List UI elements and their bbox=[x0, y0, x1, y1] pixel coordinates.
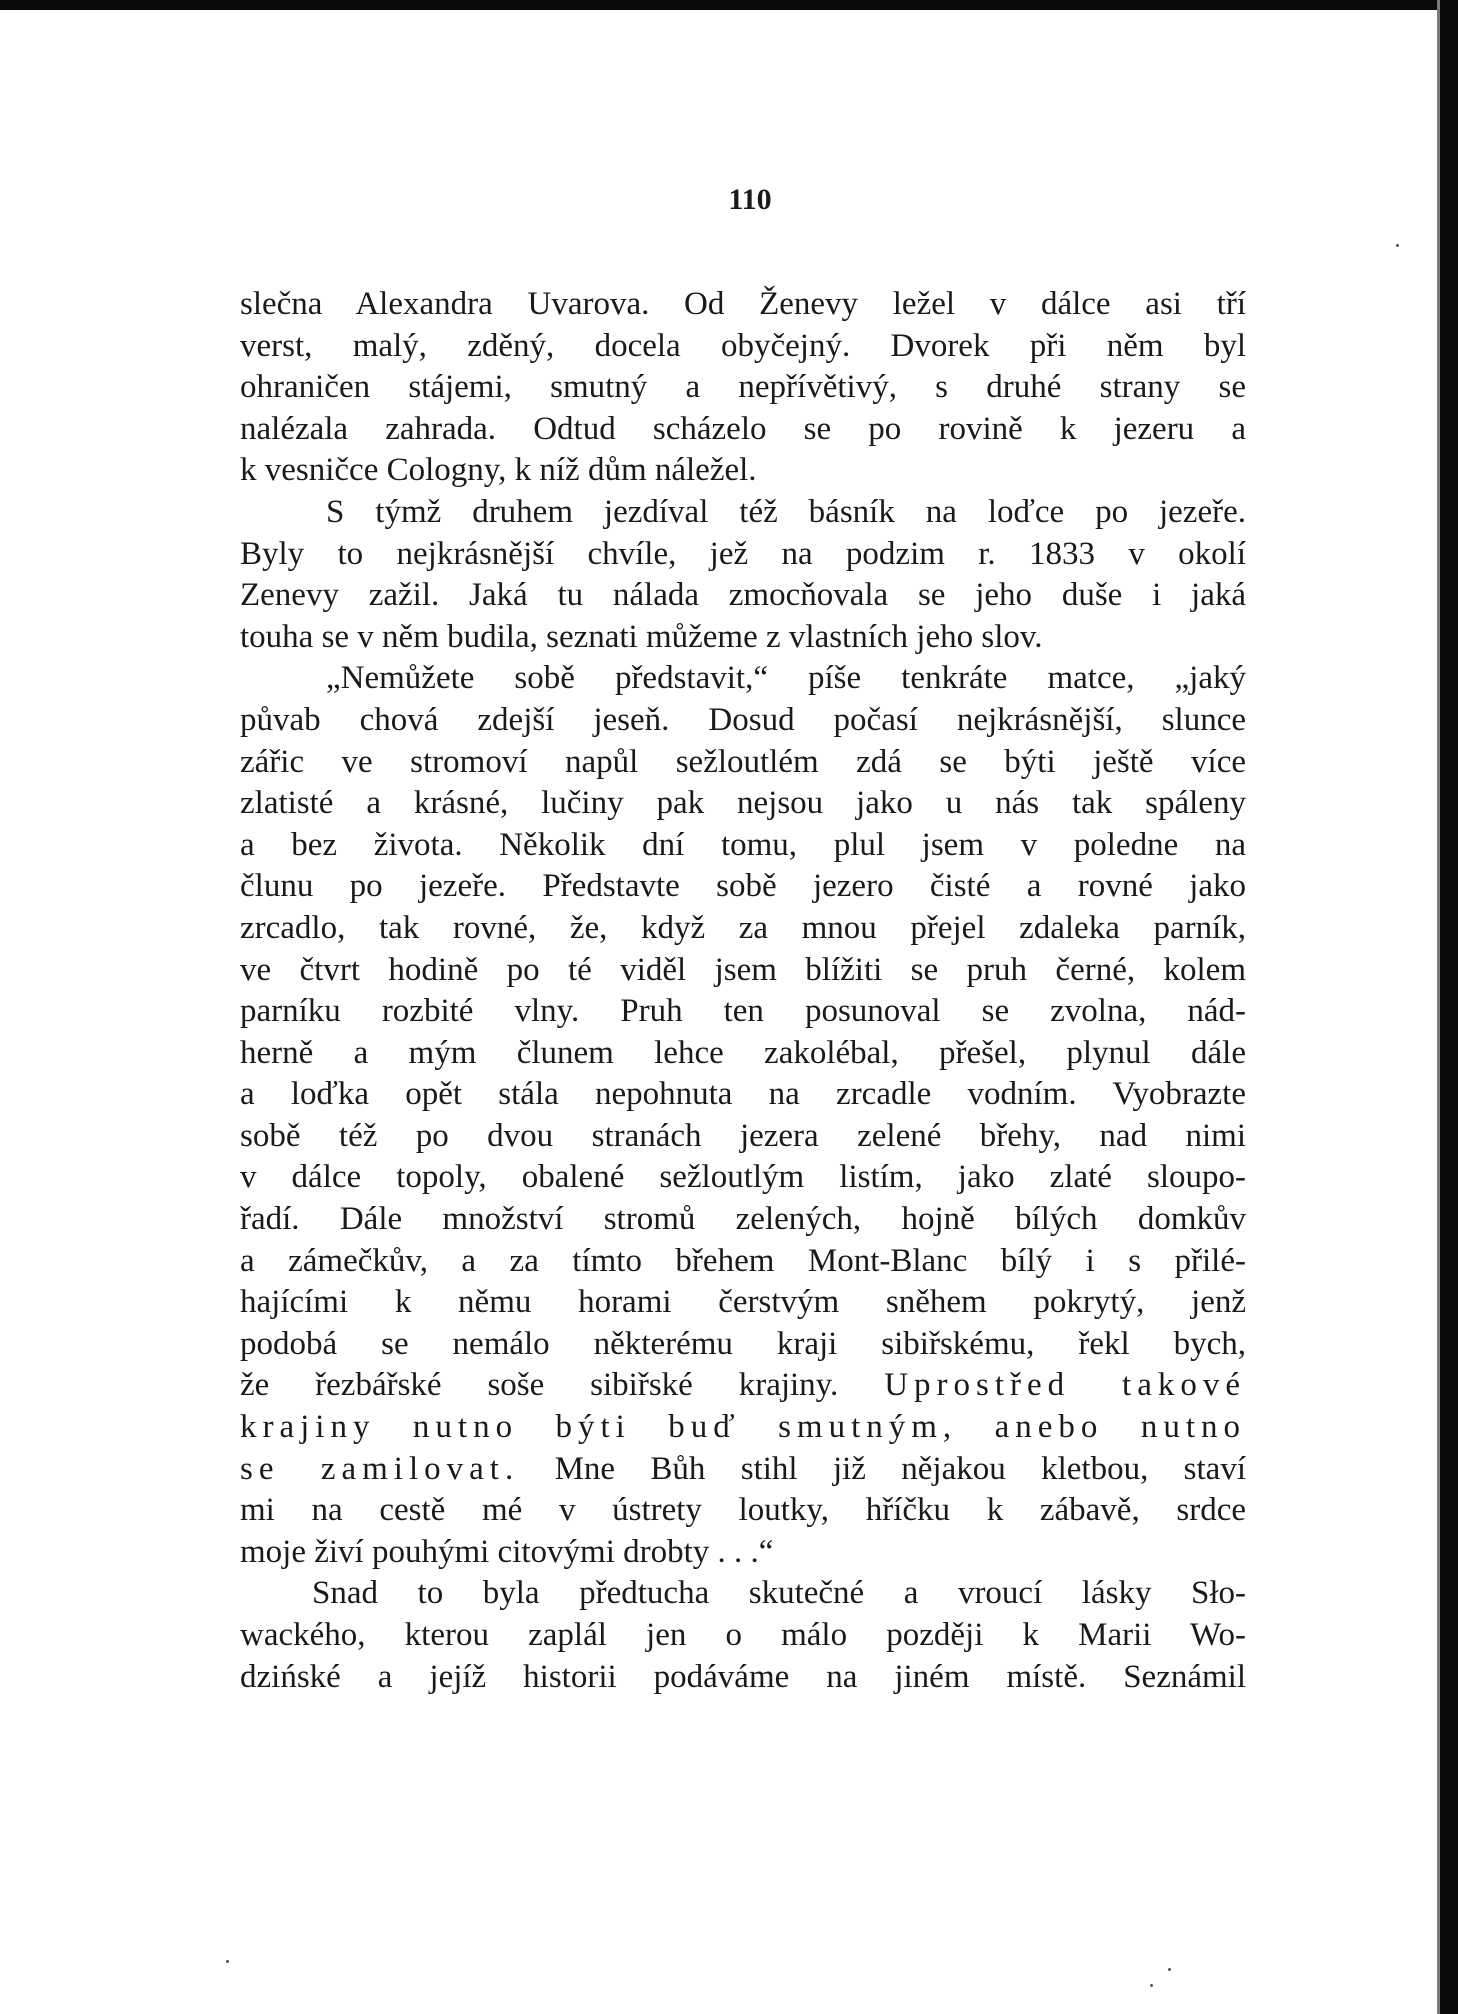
text-line-mixed bbox=[240, 1449, 1246, 1491]
text-segment: že řezbářské soše sibiřské krajiny. bbox=[240, 1367, 839, 1404]
text-line: ve čtvrt hodině po té viděl jsem blížiti se pruh černé, kolem bbox=[240, 951, 1246, 988]
spaced-emphasis: se zamilovat. bbox=[240, 1450, 520, 1487]
text-line: hajícími k němu horami čerstvým sněhem pokrytý, jenž bbox=[240, 1284, 1246, 1321]
text-line: Snad to byla předtucha skutečné a vroucí lásky Sło- bbox=[312, 1575, 1246, 1612]
scan-speck bbox=[1168, 1968, 1171, 1971]
scan-page-edge bbox=[1437, 0, 1440, 2014]
text-line: a zámečkův, a za tímto břehem Mont-Blanc bílý i s přilé- bbox=[240, 1242, 1246, 1279]
text-line: Zenevy zažil. Jaká tu nálada zmocňovala se jeho duše i jaká bbox=[240, 577, 1246, 614]
text-segment: Mne Bůh stihl již nějakou kletbou, staví bbox=[554, 1450, 1247, 1487]
text-line-mixed bbox=[240, 1365, 1246, 1407]
text-line: Byly to nejkrásnější chvíle, jež na podzim r. 1833 v okolí bbox=[240, 535, 1246, 572]
text-line: zrcadlo, tak rovné, že, když za mnou přejel zdaleka parník, bbox=[240, 909, 1246, 946]
spaced-emphasis: Uprostřed takové bbox=[884, 1367, 1246, 1404]
text-line: S týmž druhem jezdíval též básník na loďce po jezeře. bbox=[326, 493, 1246, 530]
text-line: půvab chová zdejší jeseň. Dosud počasí nejkrásnější, slunce bbox=[240, 701, 1246, 738]
text-line: sobě též po dvou stranách jezera zelené břehy, nad nimi bbox=[240, 1117, 1246, 1154]
page-number: 110 bbox=[728, 183, 772, 216]
scan-border-top bbox=[0, 0, 1458, 10]
text-line: herně a mým člunem lehce zakolébal, přešel, plynul dále bbox=[240, 1034, 1246, 1071]
text-line: k vesničce Cologny, k níž dům náležel. bbox=[240, 452, 757, 489]
scan-border-right bbox=[1440, 0, 1458, 2014]
text-line: dzińské a jejíž historii podáváme na jiném místě. Seznámil bbox=[240, 1658, 1246, 1695]
text-line: a loďka opět stála nepohnuta na zrcadle vodním. Vyobrazte bbox=[240, 1076, 1246, 1113]
text-line: zářic ve stromoví napůl sežloutlém zdá se býti ještě více bbox=[240, 743, 1246, 780]
text-line: ohraničen stájemi, smutný a nepřívětivý, s druhé strany se bbox=[240, 369, 1246, 406]
text-line: moje živí pouhými citovými drobty . . .“ bbox=[240, 1533, 774, 1570]
text-line: parníku rozbité vlny. Pruh ten posunoval se zvolna, nád- bbox=[240, 993, 1246, 1030]
text-line: „Nemůžete sobě představit,“ píše tenkráte matce, „jaký bbox=[326, 660, 1246, 697]
body-text bbox=[240, 284, 1246, 1698]
scan-speck bbox=[226, 1960, 229, 1963]
scan-speck bbox=[1396, 244, 1399, 247]
text-line: verst, malý, zděný, docela obyčejný. Dvorek při něm byl bbox=[240, 327, 1246, 364]
text-line: člunu po jezeře. Představte sobě jezero čisté a rovné jako bbox=[240, 868, 1246, 905]
text-line: wackého, kterou zaplál jen o málo později k Marii Wo- bbox=[240, 1617, 1246, 1653]
text-line: zlatisté a krásné, lučiny pak nejsou jako u nás tak spáleny bbox=[240, 785, 1246, 822]
text-line: řadí. Dále množství stromů zelených, hojně bílých domkův bbox=[240, 1201, 1246, 1238]
spaced-emphasis-line: krajiny nutno býti buď smutným, anebo nutno bbox=[240, 1409, 1246, 1446]
text-line: touha se v něm budila, seznati můžeme z vlastních jeho slov. bbox=[240, 618, 1043, 655]
text-line: v dálce topoly, obalené sežloutlým listím, jako zlaté sloupo- bbox=[240, 1159, 1246, 1196]
text-line: nalézala zahrada. Odtud scházelo se po rovině k jezeru a bbox=[240, 410, 1246, 447]
text-line: podobá se nemálo některému kraji sibiřskému, řekl bych, bbox=[240, 1325, 1246, 1362]
scan-speck bbox=[1150, 1984, 1153, 1987]
text-line: mi na cestě mé v ústrety loutky, hříčku k zábavě, srdce bbox=[240, 1492, 1246, 1529]
text-line: slečna Alexandra Uvarova. Od Ženevy ležel v dálce asi tří bbox=[240, 286, 1246, 322]
text-line: a bez života. Několik dní tomu, plul jsem v poledne na bbox=[240, 826, 1246, 863]
